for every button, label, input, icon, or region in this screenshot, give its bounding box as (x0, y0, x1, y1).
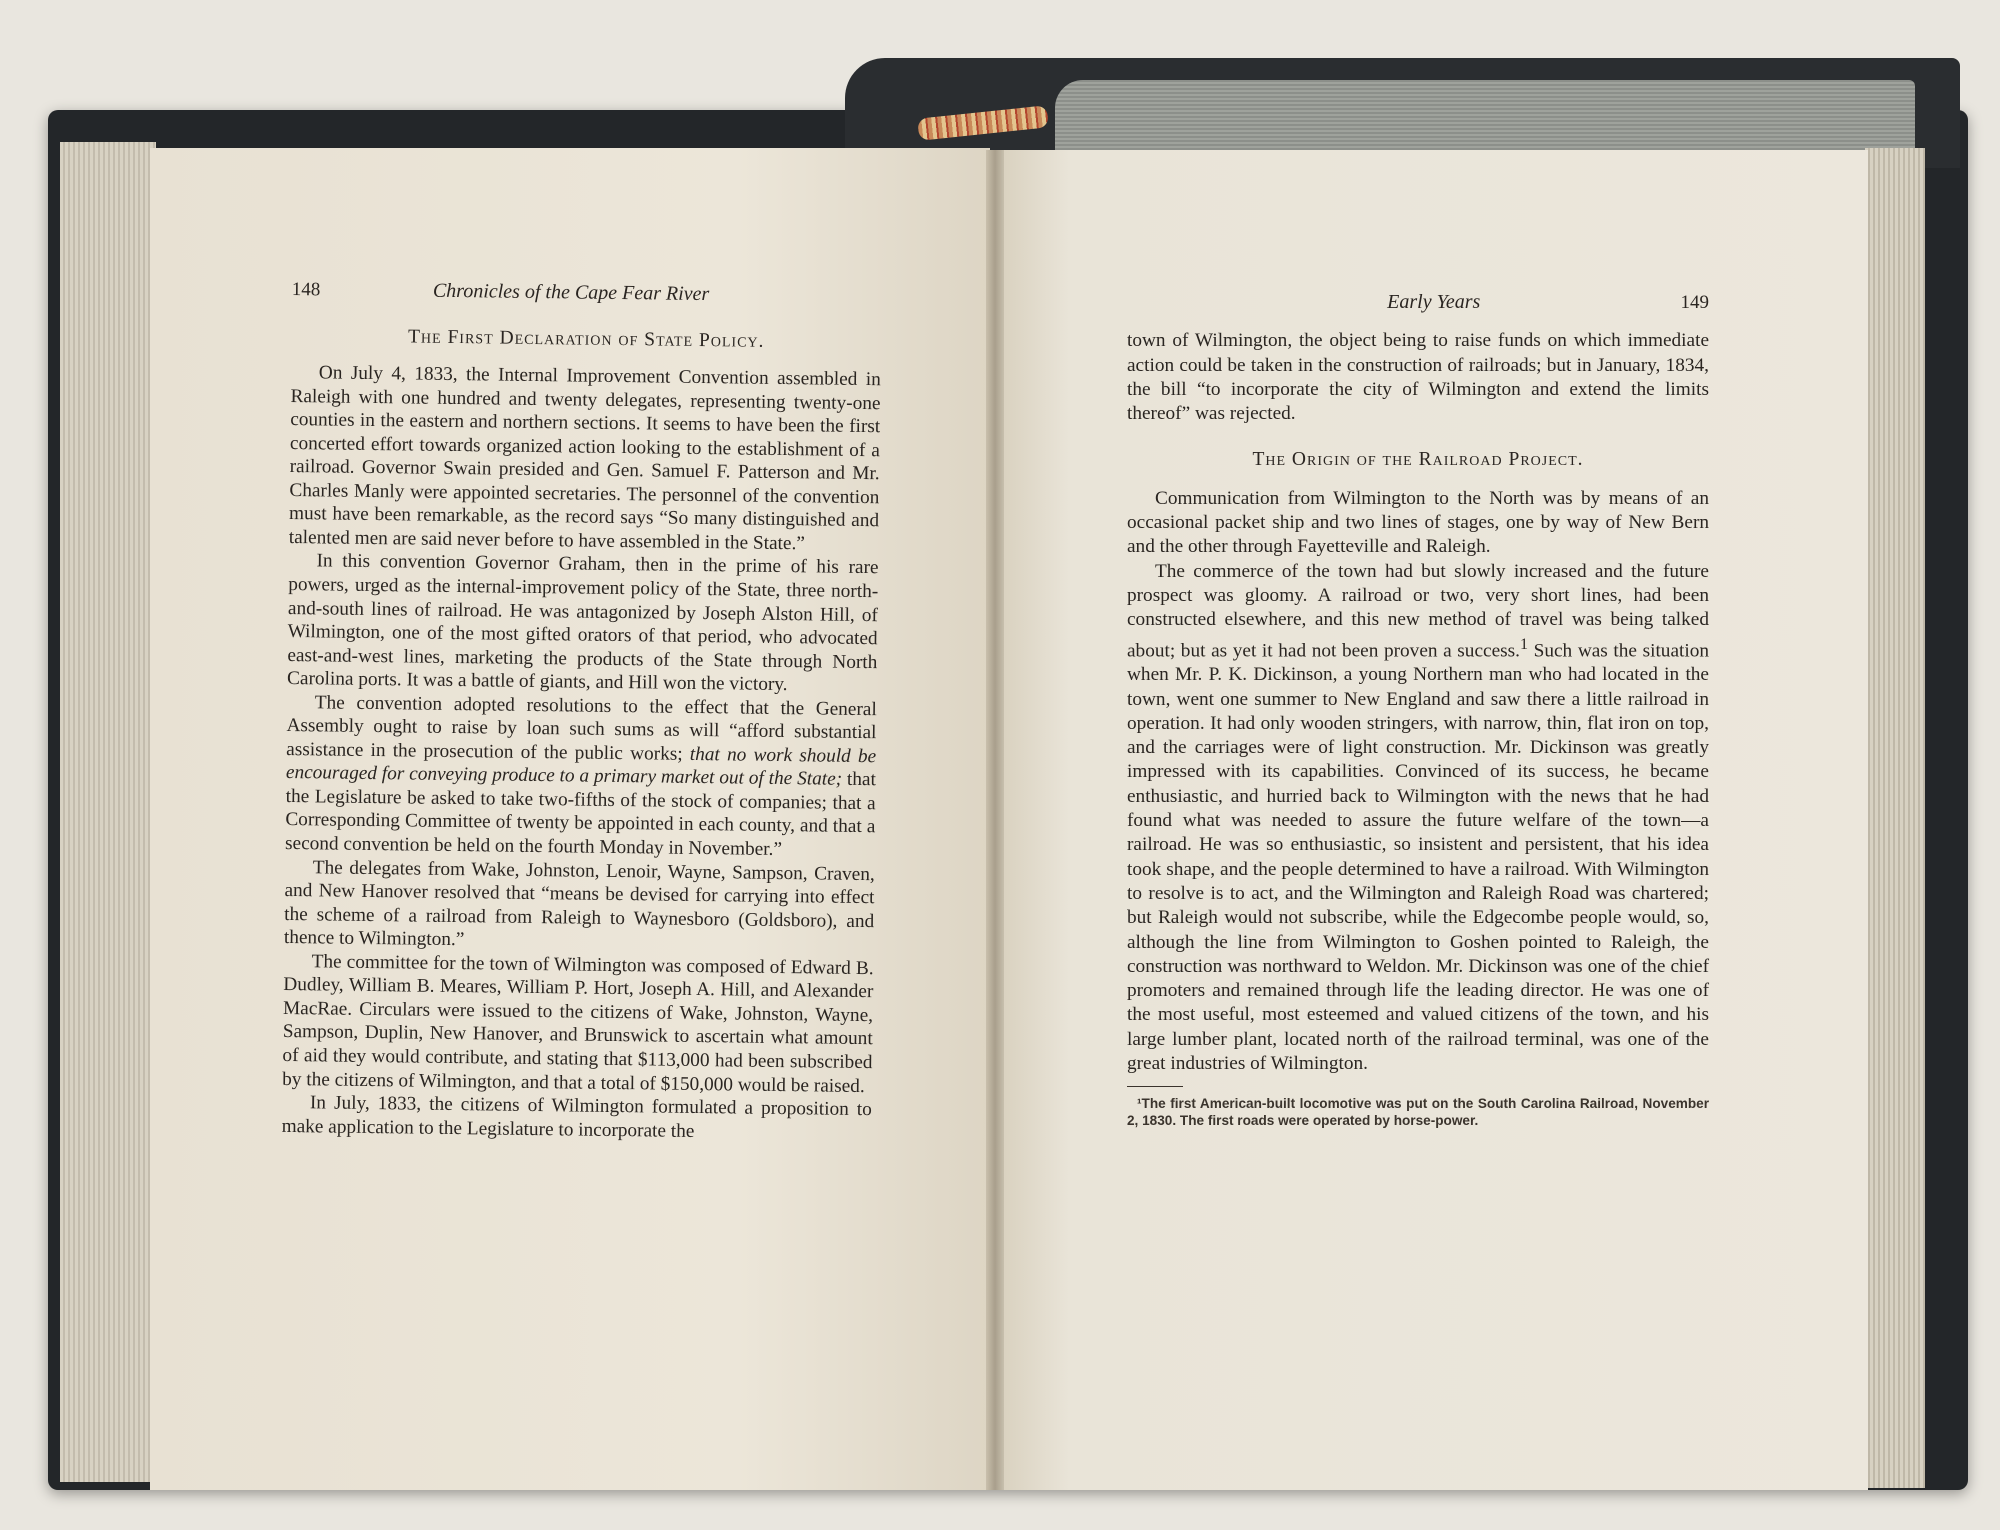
right-running-title: Early Years (1387, 291, 1481, 313)
section-heading-state-policy: The First Declaration of State Policy. (407, 325, 765, 352)
footnote: ¹The first American-built locomotive was put on the South Carolina Railroad, November 2, 1830. The first roads were operated by horse-power. (1127, 1096, 1709, 1129)
paragraph-dickinson (1127, 560, 1709, 1077)
paragraph-text: Such was the situation when Mr. P. K. Dickinson, a young Northern man who had located in the town, went one summer to New England and saw there a little railroad in operation. It had only wooden stringers, with narrow, thin, flat iron on top, and the carriages were of light construction. Mr. Dickinson was greatly impressed with its capabilities. Convinced of its success, he became enthusiastic, and hurried back to Wilmington with the news that he had found what was needed to assure the future welfare of the town—a railroad. He was so enthusiastic, so insistent and persistent, that his idea took shape, and the people determined to have a railroad. With Wilmington to resolve is to act, and the Wilmington and Raleigh Road was chartered; but Raleigh would not subscribe, while the Edgecombe people would, so, although the line from Wilmington to Goshen pointed to Raleigh, the construction was northward to Weldon. Mr. Dickinson was one of the chief promoters and remained through life the leading director. He was one of the most useful, most esteemed and valued citizens of the town, and his large lumber plant, located north of the railroad terminal, was one of the great industries of Wilmington. (1127, 639, 1709, 1075)
paragraph: In July, 1833, the citizens of Wilmington formulated a proposition to make application to the Legislature to incorporate the (281, 1092, 873, 1142)
paragraph: Communication from Wilmington to the North was by means of an occasional packet ship and two lines of stages, one by way of New Bern and the other through Fayetteville and Raleigh. (1127, 487, 1709, 558)
footnote-rule (1127, 1086, 1183, 1087)
left-running-title: Chronicles of the Cape Fear River (432, 279, 710, 306)
paragraph-text: The convention adopted resolutions to the effect that the General Assembly ought to raise by loan such sums as will “afford substantial assistance in the prosecution of the public works; (286, 692, 877, 765)
right-running-head (1127, 290, 1709, 315)
right-page-edges (1865, 148, 1925, 1488)
right-page-number: 149 (1680, 292, 1709, 313)
paragraph: The delegates from Wake, Johnston, Lenoir, Wayne, Sampson, Craven, and New Hanover resolved that “means be devised for carrying into effect the scheme of a railroad from Raleigh to Waynesboro (Goldsboro), and thence to Wilmington.” (283, 856, 875, 951)
book-gutter (986, 150, 1004, 1490)
right-page-text (1127, 290, 1709, 1129)
page-block-top-edge (1055, 80, 1915, 160)
spacer (1127, 426, 1709, 448)
footnote-reference: 1 (1519, 635, 1529, 653)
running-head-spacer (822, 301, 882, 302)
paragraph: In this convention Governor Graham, then in the prime of his rare powers, urged as the internal-improvement policy of the State, three north-and-south lines of railroad. He was antagonized by Joseph Alston Hill, of Wilmington, one of the most gifted orators of that period, who advocated east-and-west lines, marketing the products of the State through North Carolina ports. It was a battle of giants, and Hill won the victory. (286, 550, 879, 696)
paragraph-resolutions (285, 691, 877, 863)
continued-paragraph: town of Wilmington, the object being to raise funds on which immediate action could be taken in the construction of railroads; but in January, 1834, the bill “to incorporate the city of Wilmington and extend the limits thereof” was rejected. (1127, 330, 1709, 425)
left-page-text (281, 278, 881, 1145)
left-page-number: 148 (291, 278, 321, 301)
paragraph: On July 4, 1833, the Internal Improvement Convention assembled in Raleigh with one hundred and twenty delegates, representing twenty-one counties in the eastern and northern sections. It seems to have been the first concerted effort towards organized action looking to the establishment of a railroad. Governor Swain presided and Gen. Samuel F. Patterson and Mr. Charles Manly were appointed secretaries. The personnel of the convention must have been remarkable, as the record says “So many distinguished and talented men are said never before to have assembled in the State.” (288, 362, 881, 555)
paragraph-text: The commerce of the town had but slowly increased and the future prospect was gloomy. A railroad or two, very short lines, had been constructed elsewhere, and this new method of travel was being talked about; but as yet it had not been proven a success. (1127, 560, 1709, 661)
italic-quotation: that no work should be encouraged for conveying produce to a primary market out of the State; (285, 743, 877, 791)
left-page-edges (60, 142, 156, 1482)
paragraph-text: that the Legislature be asked to take two-fifths of the stock of companies; that a Corresponding Committee of twenty be appointed in each county, and that a second convention be held on the fourth Monday in November.” (284, 769, 877, 861)
section-heading-railroad-project: The Origin of the Railroad Project. (1252, 449, 1584, 471)
paragraph: The committee for the town of Wilmington was composed of Edward B. Dudley, William B. Meares, William P. Hort, Joseph A. Hill, and Alexander MacRae. Circulars were issued to the citizens of Wake, Johnston, Wayne, Sampson, Duplin, New Hanover, and Brunswick to ascertain what amount of aid they would contribute, and stating that $113,000 had been subscribed by the citizens of Wilmington, and that a total of $150,000 would be raised. (282, 951, 874, 1097)
